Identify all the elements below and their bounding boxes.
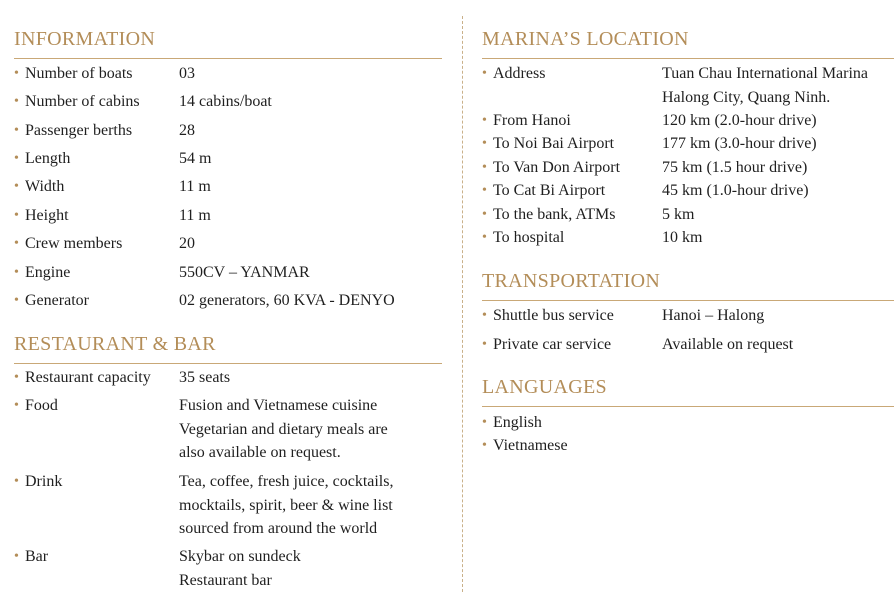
language-item-label: English xyxy=(493,414,542,431)
location-row-value-line: 5 km xyxy=(662,206,695,223)
language-item-label: Vietnamese xyxy=(493,437,568,454)
bullet-icon: • xyxy=(482,438,487,453)
bullet-icon: • xyxy=(14,123,19,138)
restaurant-row-value xyxy=(179,394,388,465)
info-row-label: Number of boats xyxy=(25,65,133,82)
restaurant-row-value-line: sourced from around the world xyxy=(179,520,378,537)
location-row-value-line: 120 km (2.0-hour drive) xyxy=(662,112,817,129)
bullet-icon: • xyxy=(14,208,19,223)
info-row-value xyxy=(179,289,395,313)
languages-rule xyxy=(482,406,894,407)
location-row-value xyxy=(662,203,694,227)
bullet-icon: • xyxy=(482,207,487,222)
info-row-value-line: 11 m xyxy=(179,207,211,224)
info-row-value xyxy=(179,90,272,114)
transportation-row-label: Shuttle bus service xyxy=(493,307,614,324)
location-row-label: From Hanoi xyxy=(493,112,571,129)
location-row-value xyxy=(662,179,809,203)
info-row-value-line: 03 xyxy=(179,65,195,82)
location-title: MARINA’S LOCATION xyxy=(482,28,689,50)
column-divider xyxy=(462,16,463,592)
info-row-value xyxy=(179,62,195,86)
restaurant-row-label: Bar xyxy=(25,548,49,565)
bullet-icon: • xyxy=(14,370,19,385)
location-row-value-line: 75 km (1.5 hour drive) xyxy=(662,159,808,176)
location-row-value xyxy=(662,226,702,250)
info-row-label: Length xyxy=(25,150,71,167)
bullet-icon: • xyxy=(14,474,19,489)
location-row-value xyxy=(662,109,817,133)
transportation-row-value xyxy=(662,333,793,357)
location-row-value xyxy=(662,62,868,109)
restaurant-row-value xyxy=(179,470,393,541)
info-row-label: Engine xyxy=(25,264,71,281)
info-row-value-line: 02 generators, 60 KVA - DENYO xyxy=(179,292,395,309)
location-row-value xyxy=(662,132,817,156)
info-row-label: Generator xyxy=(25,292,89,309)
location-row-label: To hospital xyxy=(493,229,565,246)
info-row-value-line: 54 m xyxy=(179,150,212,167)
info-row-value-line: 550CV – YANMAR xyxy=(179,264,310,281)
restaurant-row-value-line: 35 seats xyxy=(179,369,231,386)
restaurant-row-label: Restaurant capacity xyxy=(25,369,151,386)
info-row-value-line: 28 xyxy=(179,122,195,139)
info-row-value xyxy=(179,175,211,199)
restaurant-row-value xyxy=(179,366,230,390)
bullet-icon: • xyxy=(14,66,19,81)
location-row-label: To Cat Bi Airport xyxy=(493,182,606,199)
bullet-icon: • xyxy=(14,549,19,564)
bullet-icon: • xyxy=(14,236,19,251)
info-row-value xyxy=(179,261,310,285)
location-row-value-line: Tuan Chau International Marina xyxy=(662,65,869,82)
info-row-label: Passenger berths xyxy=(25,122,133,139)
location-row-value-line: 10 km xyxy=(662,229,703,246)
bullet-icon: • xyxy=(482,136,487,151)
restaurant-rule xyxy=(14,363,442,364)
info-row-value xyxy=(179,232,195,256)
bullet-icon: • xyxy=(482,308,487,323)
restaurant-row-value-line: Tea, coffee, fresh juice, cocktails, xyxy=(179,473,394,490)
bullet-icon: • xyxy=(14,151,19,166)
transportation-rule xyxy=(482,300,894,301)
restaurant-row-label: Drink xyxy=(25,473,63,490)
transportation-row-value xyxy=(662,304,764,328)
restaurant-row-value-line: Skybar on sundeck xyxy=(179,548,301,565)
info-row-label: Crew members xyxy=(25,235,123,252)
location-row-value-line: 45 km (1.0-hour drive) xyxy=(662,182,809,199)
information-rule xyxy=(14,58,442,59)
bullet-icon: • xyxy=(482,415,487,430)
restaurant-row-value-line: also available on request. xyxy=(179,444,341,461)
info-row-label: Height xyxy=(25,207,69,224)
restaurant-row-value-line: mocktails, spirit, beer & wine list xyxy=(179,496,393,514)
info-row-value-line: 20 xyxy=(179,235,195,252)
bullet-icon: • xyxy=(482,230,487,245)
bullet-icon: • xyxy=(14,265,19,280)
restaurant-row-value-line: Vegetarian and dietary meals are xyxy=(179,420,388,438)
transportation-title: TRANSPORTATION xyxy=(482,270,661,292)
location-row-label: To Van Don Airport xyxy=(493,159,621,176)
location-row-value-line: Halong City, Quang Ninh. xyxy=(662,88,831,106)
languages-title: LANGUAGES xyxy=(482,376,607,398)
location-row-value xyxy=(662,156,807,180)
info-row-value xyxy=(179,147,211,171)
restaurant-row-value xyxy=(179,545,301,592)
information-title: INFORMATION xyxy=(14,28,156,50)
location-row-label: Address xyxy=(493,65,546,82)
info-row-value xyxy=(179,204,211,228)
info-row-value-line: 11 m xyxy=(179,178,211,195)
bullet-icon: • xyxy=(482,337,487,352)
restaurant-row-value-line: Restaurant bar xyxy=(179,571,272,589)
restaurant-title: RESTAURANT & BAR xyxy=(14,333,216,355)
info-row-label: Width xyxy=(25,178,65,195)
location-rule xyxy=(482,58,894,59)
bullet-icon: • xyxy=(482,183,487,198)
bullet-icon: • xyxy=(14,94,19,109)
bullet-icon: • xyxy=(14,179,19,194)
bullet-icon: • xyxy=(482,113,487,128)
location-row-label: To the bank, ATMs xyxy=(493,206,616,223)
transportation-row-value-line: Available on request xyxy=(662,336,794,353)
restaurant-row-label: Food xyxy=(25,397,58,414)
info-row-label: Number of cabins xyxy=(25,93,140,110)
bullet-icon: • xyxy=(14,398,19,413)
transportation-row-label: Private car service xyxy=(493,336,612,353)
bullet-icon: • xyxy=(482,66,487,81)
bullet-icon: • xyxy=(14,293,19,308)
transportation-row-value-line: Hanoi – Halong xyxy=(662,307,765,324)
info-row-value xyxy=(179,119,195,143)
info-row-value-line: 14 cabins/boat xyxy=(179,93,272,110)
bullet-icon: • xyxy=(482,160,487,175)
location-row-value-line: 177 km (3.0-hour drive) xyxy=(662,135,817,152)
location-row-label: To Noi Bai Airport xyxy=(493,135,615,152)
restaurant-row-value-line: Fusion and Vietnamese cuisine xyxy=(179,397,378,414)
